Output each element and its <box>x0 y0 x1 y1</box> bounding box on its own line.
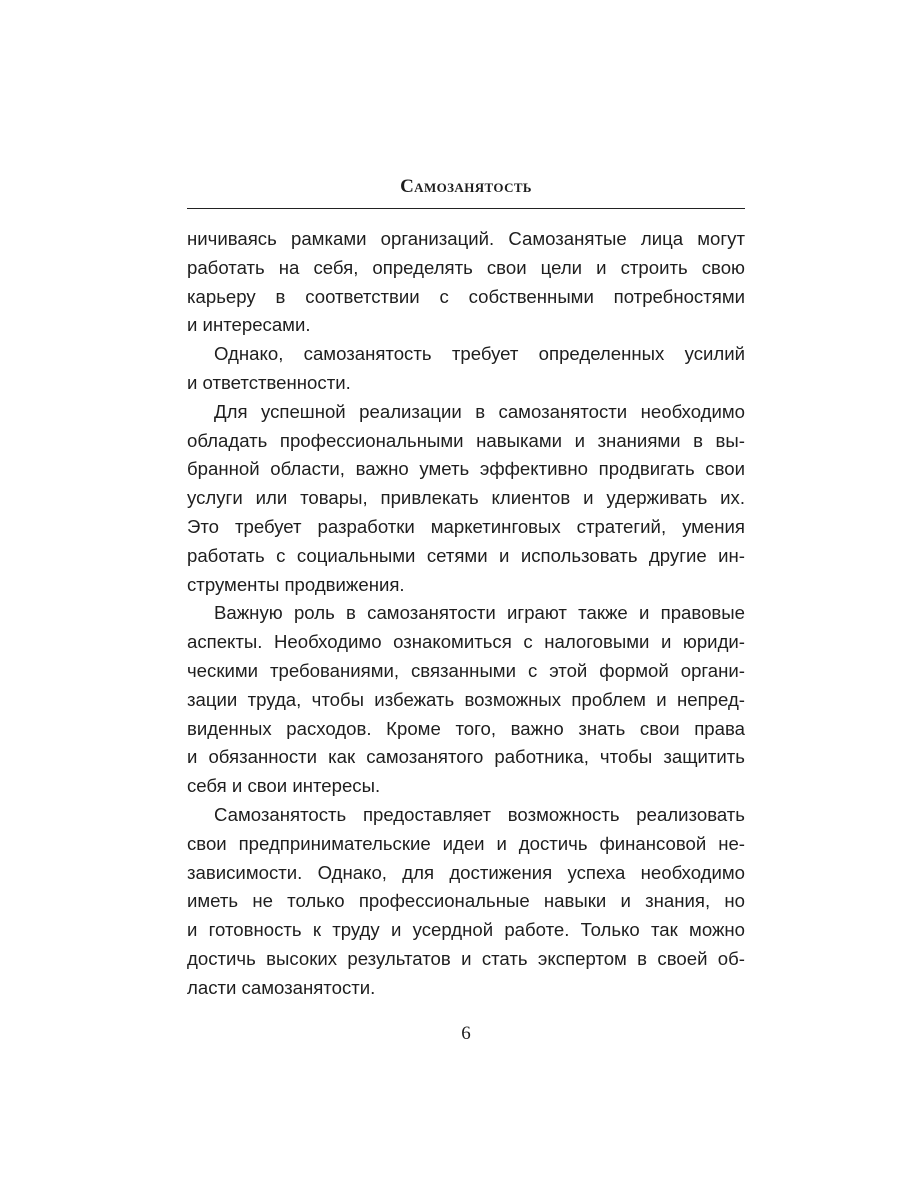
body-text <box>187 225 745 1003</box>
text-line: Однако, самозанятость требует определенных усилий <box>214 343 745 365</box>
text-line: виденных расходов. Кроме того, важно знать свои права <box>187 717 745 739</box>
text-line: Для успешной реализации в самозанятости необходимо <box>214 400 745 422</box>
text-line: Это требует разработки маркетинговых стратегий, умения <box>187 515 745 537</box>
text-line: услуги или товары, привлекать клиентов и удерживать их. <box>187 487 745 509</box>
text-line: и интересами. <box>187 314 311 336</box>
text-line: и обязанности как самозанятого работника, чтобы защитить <box>187 746 745 768</box>
text-line: ласти самозанятости. <box>187 976 376 998</box>
running-head-title: Самозанятость <box>400 176 532 197</box>
text-line: работать с социальными сетями и использовать другие ин- <box>187 544 745 566</box>
text-line: и готовность к труду и усердной работе. Только так можно <box>187 919 745 941</box>
page-number: 6 <box>461 1023 471 1044</box>
text-line: ничиваясь рамками организаций. Самозанятые лица могут <box>187 228 745 249</box>
text-line: аспекты. Необходимо ознакомиться с налоговыми и юриди- <box>187 631 745 653</box>
text-line: свои предпринимательские идеи и достичь финансовой не- <box>187 832 745 854</box>
text-line: достичь высоких результатов и стать экспертом в своей об- <box>187 947 745 969</box>
text-line: себя и свои интересы. <box>187 775 381 797</box>
text-line: обладать профессиональными навыками и знаниями в вы- <box>187 429 745 451</box>
text-line: струменты продвижения. <box>187 573 405 595</box>
text-line: и ответственности. <box>187 371 351 393</box>
text-line: зации труда, чтобы избежать возможных проблем и непред- <box>187 688 745 710</box>
text-line: Важную роль в самозанятости играют также и правовые <box>214 602 745 624</box>
paragraph-3 <box>187 398 745 600</box>
text-line: бранной области, важно уметь эффективно продвигать свои <box>187 458 745 480</box>
paragraph-5 <box>187 801 745 1003</box>
text-line: карьеру в соответствии с собственными потребностями <box>187 285 745 307</box>
text-line: работать на себя, определять свои цели и строить свою <box>187 256 745 278</box>
text-line: зависимости. Однако, для достижения успеха необходимо <box>187 861 745 883</box>
paragraph-1 <box>187 225 745 340</box>
text-line: ческими требованиями, связанными с этой формой органи- <box>187 659 745 681</box>
paragraph-4 <box>187 599 745 801</box>
paragraph-2 <box>187 340 745 398</box>
text-line: Самозанятость предоставляет возможность реализовать <box>214 803 745 825</box>
header-rule <box>187 208 745 209</box>
text-line: иметь не только профессиональные навыки и знания, но <box>187 890 745 912</box>
